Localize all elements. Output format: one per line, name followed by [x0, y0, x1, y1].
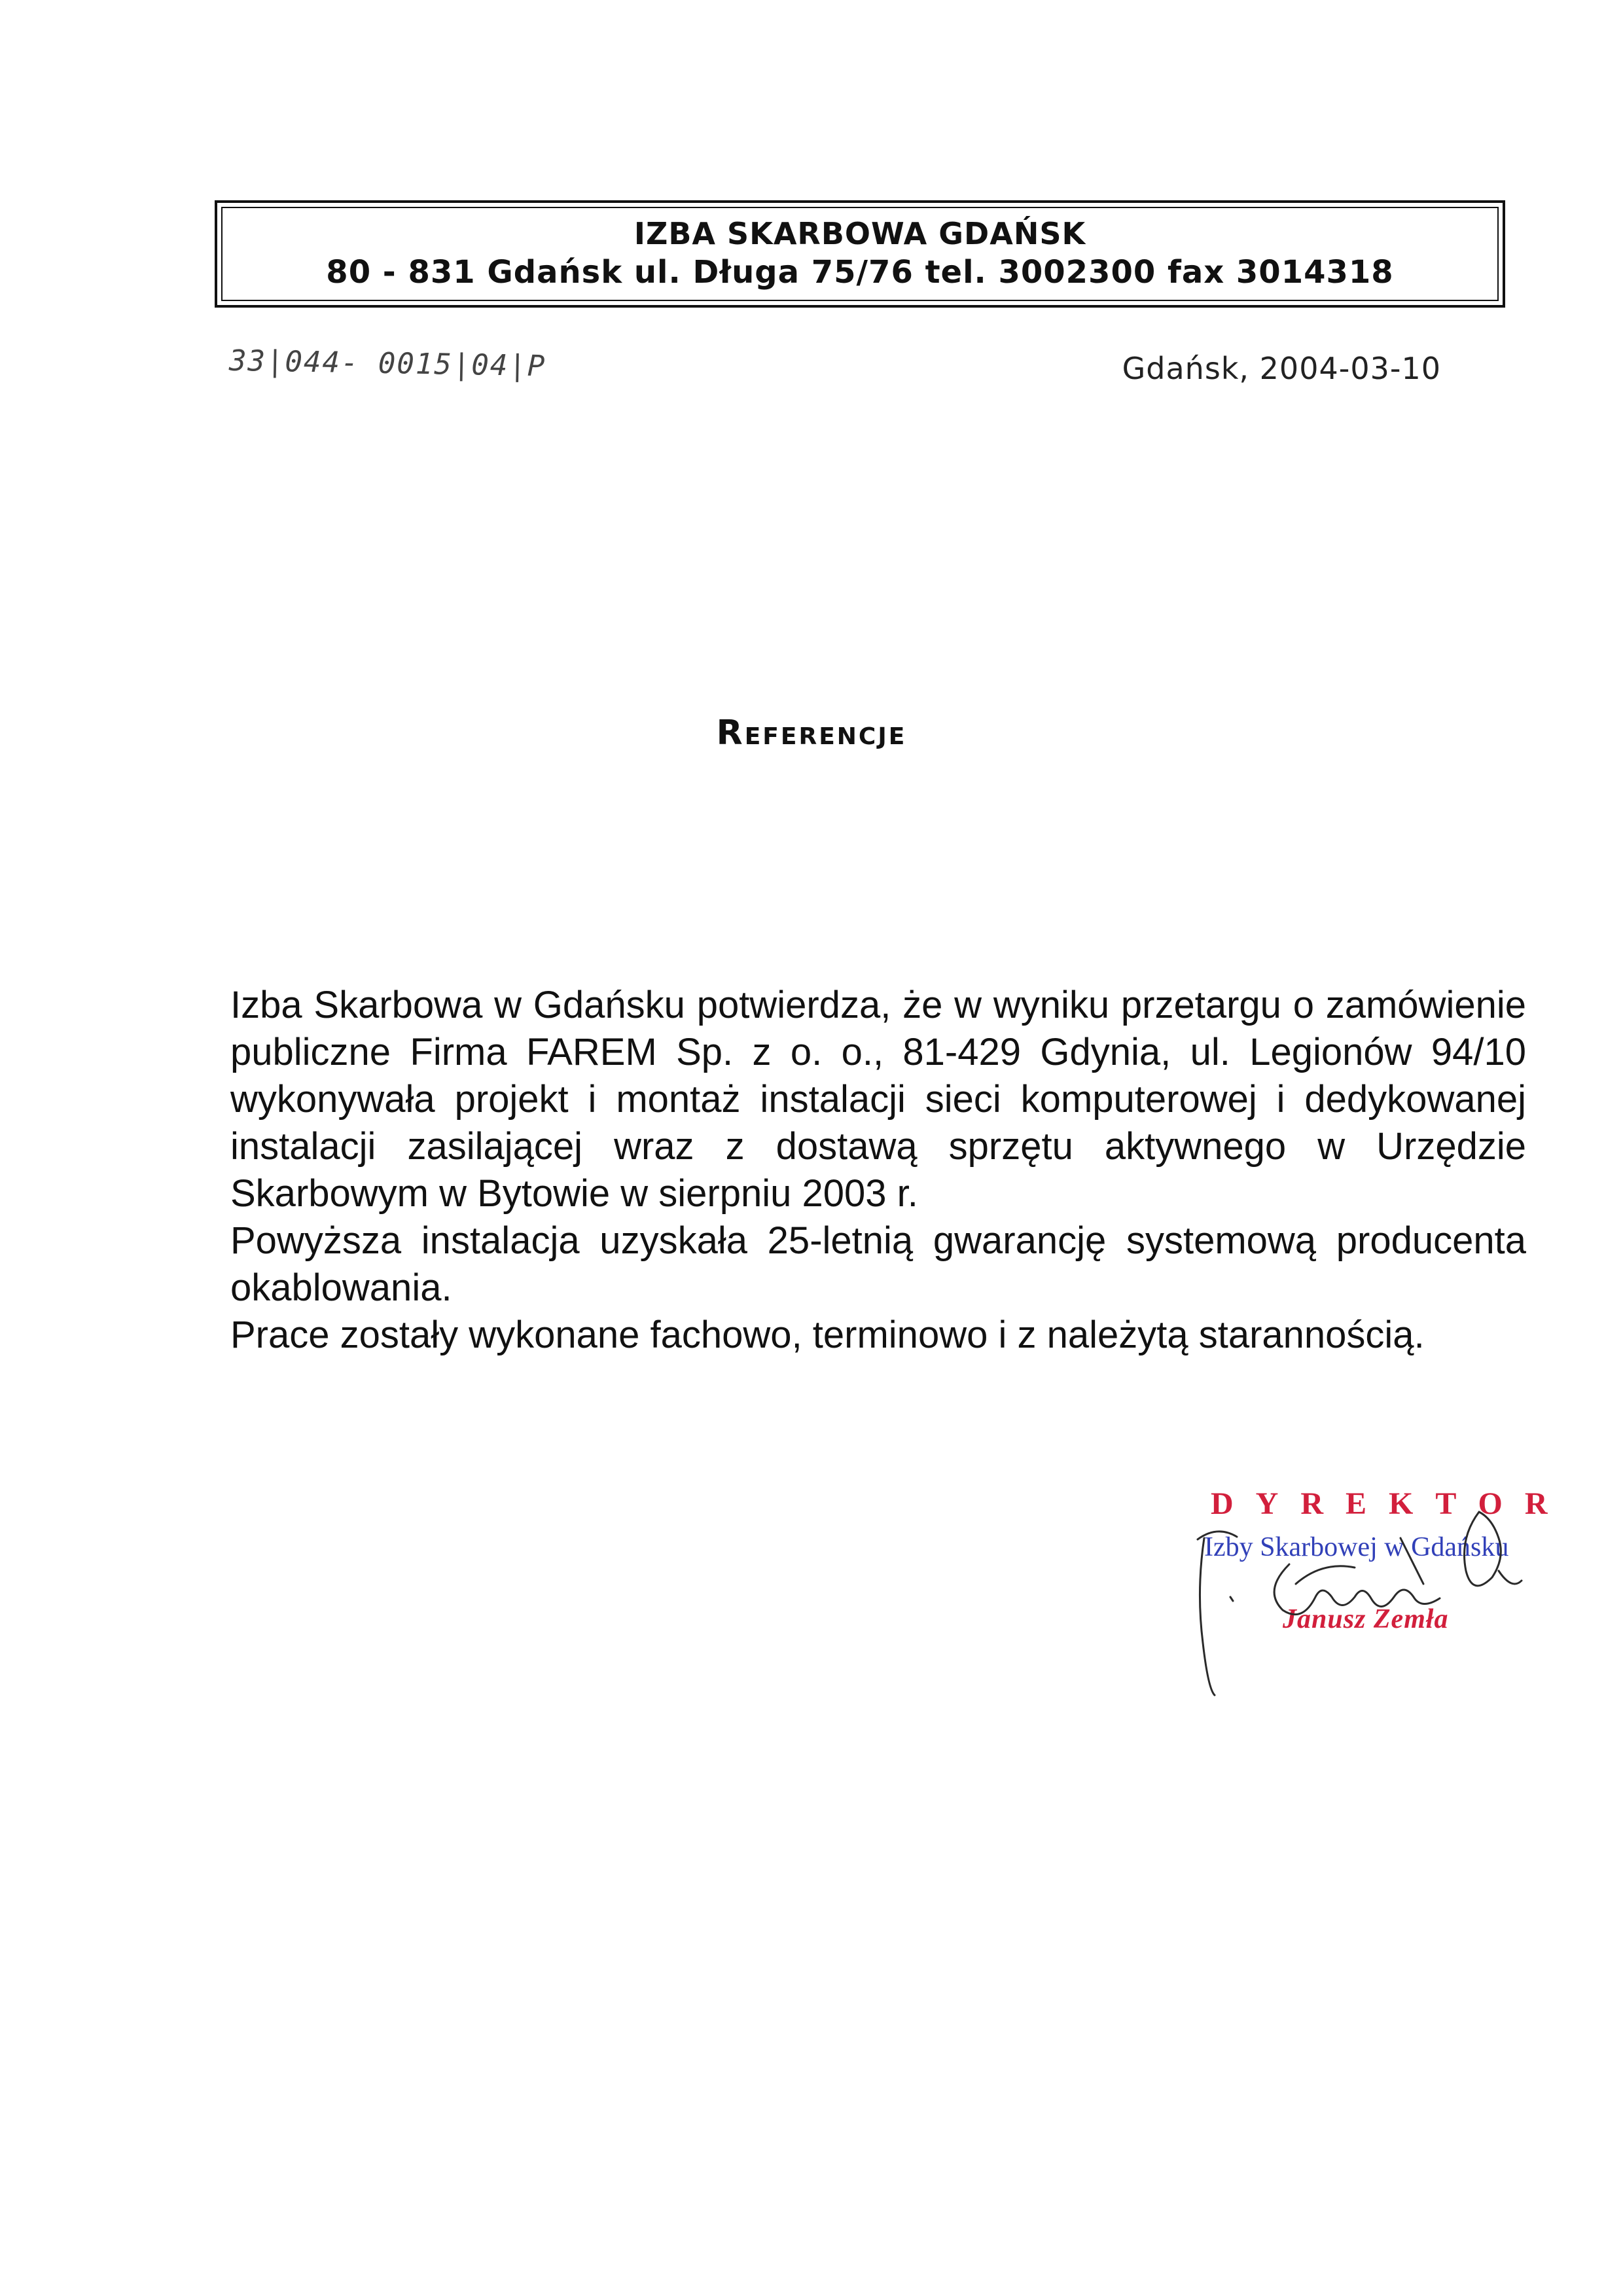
stamp-subtitle: Izby Skarbowej w Gdańsku [1204, 1532, 1509, 1562]
body-paragraph-warranty: Powyższa instalacja uzyskała 25-letnią gwarancję systemową producenta okablowania. [230, 1219, 1526, 1309]
document-body [230, 982, 1526, 1359]
document-title: Referencje [716, 713, 907, 753]
body-paragraph-confirmation: Izba Skarbowa w Gdańsku potwierdza, że w wyniku przetargu o zamówienie publiczne Firma FAREM Sp. z o. o., 81-429 Gdynia, ul. Legionów 94/10 wykonywała projekt i montaż instalacji sieci komputerowej i dedykowanej instalacji zasilającej wraz z dostawą sprzętu aktywnego w Urzędzie Skarbowym w Bytowie w sierpniu 2003 r. [230, 984, 1526, 1215]
reference-number: 33|044- 0015|04|P [228, 344, 546, 384]
stamp-title: DYREKTOR [1211, 1486, 1570, 1521]
document-date: Gdańsk, 2004-03-10 [1122, 351, 1441, 386]
letterhead-inner-frame [221, 207, 1499, 301]
letterhead-box [215, 200, 1505, 308]
stamp-name: Janusz Zemła [1283, 1604, 1449, 1634]
letterhead-office-name: IZBA SKARBOWA GDAŃSK [633, 216, 1086, 251]
letterhead-address-line: 80 - 831 Gdańsk ul. Długa 75/76 tel. 3002300 fax 3014318 [326, 254, 1394, 291]
director-stamp [1191, 1486, 1570, 1721]
handwritten-signature [1191, 1499, 1558, 1715]
body-paragraph-quality: Prace zostały wykonane fachowo, terminowo i z należytą starannością. [230, 1314, 1425, 1356]
